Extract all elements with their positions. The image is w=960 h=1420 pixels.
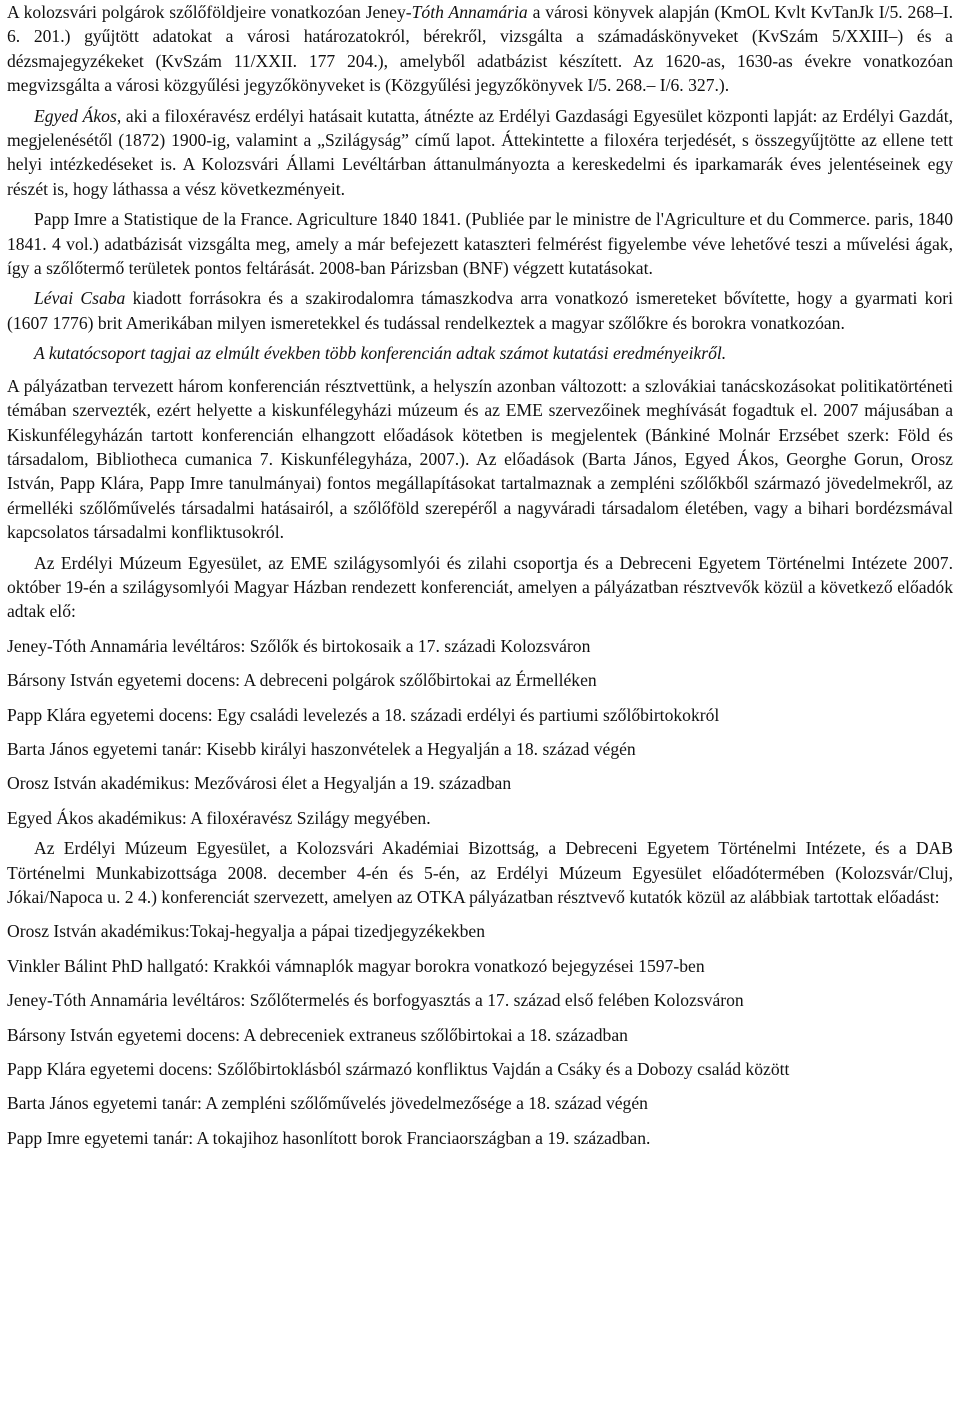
list-line: Jeney-Tóth Annamária levéltáros: Szőlők és birtokosaik a 17. századi Kolozsváron <box>7 635 591 656</box>
paragraph <box>7 341 953 365</box>
italic-text: Lévai Csaba <box>34 288 126 309</box>
text-run: a városi könyvek alapján (KmOL Kvlt KvTanJk I/5. 268–I. 6. 201.) gyűjtött adatokat a városi határozatokról, bérekről, vizsgálta a számadáskönyveket (KvSzám 5/XXIII–) és a dézsmajegyzékeket (KvSzám 11/XXII. 177 204.), amelyből adatbázist készített. Az 1620-as, 1630-as évekre vonatkozóan megvizsgálta a városi közgyűlési jegyzőkönyveket is (Közgyűlési jegyzőkönyvek I/5. 268.– I/6. 327.). <box>7 2 953 96</box>
list-line: Orosz István akadémikus:Tokaj-hegyalja a pápai tizedjegyzékekben <box>7 921 486 942</box>
list-line: Orosz István akadémikus: Mezővárosi élet a Hegyalján a 19. században <box>7 773 512 794</box>
list-line: Bársony István egyetemi docens: A debreceniek extraneus szőlőbirtokai a 18. században <box>7 1024 628 1045</box>
list-line: Papp Klára egyetemi docens: Egy családi levelezés a 18. századi erdélyi és partiumi szőlőbirtokokról <box>7 704 720 725</box>
paragraph <box>7 0 953 98</box>
list-line: Barta János egyetemi tanár: Kisebb királyi haszonvételek a Hegyalján a 18. század végén <box>7 738 636 759</box>
list-line: Papp Klára egyetemi docens: Szőlőbirtoklásból származó konfliktus Vajdán a Csáky és a Dobozy család között <box>7 1059 790 1080</box>
paragraph <box>7 374 953 545</box>
text-run: Az Erdélyi Múzeum Egyesület, a Kolozsvári Akadémiai Bizottság, a Debreceni Egyetem Történelmi Intézete, és a DAB Történelmi Munkabizottsága 2008. december 4-én és 5-én, az Erdélyi Múzeum Egyesület előadótermében (Kolozsvár/Cluj, Jókai/Napoca u. 2 4.) konferenciát szervezett, amelyen az OTKA pályázatban résztvevő kutatók közül az alábbiak tartottak előadást: <box>7 838 953 907</box>
list-line: Vinkler Bálint PhD hallgató: Krakkói vámnaplók magyar borokra vonatkozó bejegyzései 1597-ben <box>7 955 705 976</box>
text-run: Az Erdélyi Múzeum Egyesület, az EME szilágysomlyói és zilahi csoportja és a Debreceni Egyetem Történelmi Intézete 2007. október 19-én a szilágysomlyói Magyar Házban rendezett konferenciát, amelyen a pályázatban résztvevők közül a következő előadók adtak elő: <box>7 552 953 622</box>
text-run: Papp Imre a Statistique de la France. Agriculture 1840 1841. (Publiée par le ministre de l'Agriculture et du Commerce. paris, 1840 1841. 4 vol.) adatbázisát vizsgálta meg, amely a már befejezett kataszteri felmérést figyelembe véve lehetővé teszi a művelési ágak, így a szőlőtermő területek pontos feltárását. 2008-ban Párizsban (BNF) végzett kutatásokat. <box>7 209 953 279</box>
text-run: kiadott forrásokra és a szakirodalomra támaszkodva arra vonatkozó ismereteket bővítette, hogy a gyarmati kori (1607 1776) brit Amerikában milyen ismeretekkel és tudással rendelkeztek a magyar szőlőkre és borokra vonatkozóan. <box>7 288 953 333</box>
italic-text: A kutatócsoport tagjai az elmúlt években több konferencián adtak számot kutatási eredményeikről. <box>34 343 727 364</box>
italic-text: Egyed Ákos <box>34 105 117 126</box>
list-line: Jeney-Tóth Annamária levéltáros: Szőlőtermelés és borfogyasztás a 17. század első felében Kolozsváron <box>7 990 744 1011</box>
list-line: Bársony István egyetemi docens: A debreceni polgárok szőlőbirtokai az Érmelléken <box>7 670 597 691</box>
text-run: , aki a filoxéravész erdélyi hatásait kutatta, átnézte az Erdélyi Gazdasági Egyesület központi lapját: az Erdélyi Gazdát, megjelenésétől (1872) 1900-ig, valamint a „Szilágyság” című lapot. Áttekintette a filoxéra terjedését, s összegyűjtötte az ellene tett helyi intézkedéseket is. A Kolozsvári Állami Levéltárban áttanulmányozta a kereskedelmi és iparkamarák éves jelentéseinek egy részét is, hogy láthassa a vész következményeit. <box>7 105 953 199</box>
paragraph <box>7 836 953 909</box>
paragraph <box>7 104 953 202</box>
paragraph <box>7 207 953 280</box>
text-run: A pályázatban tervezett három konferencián résztvettünk, a helyszín azonban változott: a szlovákiai tanácskozásokat politikatörténeti témában szervezték, ezért helyette a kiskunfélegyházi múzeum és az EME szervezőinek meghívását fogadtuk el. 2007 májusában a Kiskunfélegyházán tartott konferencián elhangzott előadások kötetben is megjelentek (Bánkiné Molnár Erzsébet szerk: Föld és társadalom, Bibliotheca cumanica 7. Kiskunfélegyháza, 2007.). Az előadások (Barta János, Egyed Ákos, Georghe Gorun, Orosz István, Papp Klára, Papp Imre tanulmányai) fontos megállapításokat tartalmaznak a zempléni szőlőkből származó jövedelmekről, az érmelléki szőlőművelés társadalmi hatásairól, a szőlőföld szerepéről a nagyváradi társadalom életében, vagy a bihari bordézsmával kapcsolatos társadalmi konfliktusokról. <box>7 375 953 543</box>
paragraph <box>7 286 953 335</box>
list-line: Barta János egyetemi tanár: A zempléni szőlőművelés jövedelmezősége a 18. század végén <box>7 1093 648 1114</box>
text-run: A kolozsvári polgárok szőlőföldjeire vonatkozóan Jeney- <box>7 2 412 22</box>
italic-text: Tóth Annamária <box>411 2 528 22</box>
paragraph <box>7 551 953 624</box>
list-line: Papp Imre egyetemi tanár: A tokajihoz hasonlított borok Franciaországban a 19. században. <box>7 1127 651 1148</box>
list-line: Egyed Ákos akadémikus: A filoxéravész Szilágy megyében. <box>7 807 431 828</box>
